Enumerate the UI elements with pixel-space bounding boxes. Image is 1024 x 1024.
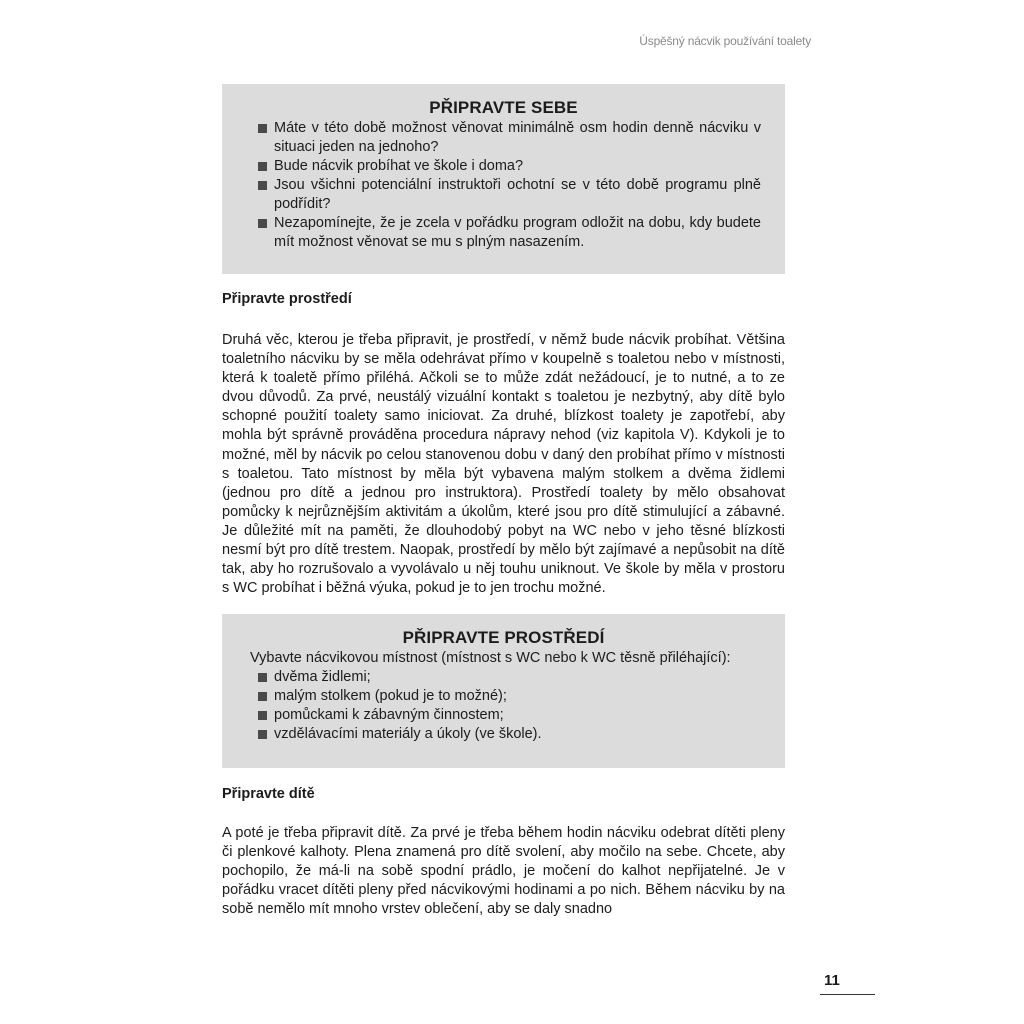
bullet-list <box>222 668 785 744</box>
square-bullet-icon <box>258 730 267 739</box>
box-title: PŘIPRAVTE SEBE <box>429 98 578 117</box>
bullet-list <box>222 119 785 252</box>
list-item: vzdělávacími materiály a úkoly (ve škole). <box>258 725 761 744</box>
prepare-yourself-box <box>222 84 785 274</box>
prepare-environment-box <box>222 614 785 768</box>
square-bullet-icon <box>258 711 267 720</box>
square-bullet-icon <box>258 692 267 701</box>
list-item: dvěma židlemi; <box>258 668 761 687</box>
section-heading-child: Připravte dítě <box>222 786 315 802</box>
list-item: Bude nácvik probíhat ve škole i doma? <box>258 157 761 176</box>
list-item: Jsou všichni potenciální instruktoři ochotní se v této době programu plně podřídit? <box>258 176 761 214</box>
paragraph-child: A poté je třeba připravit dítě. Za prvé je třeba během hodin nácviku odebrat dítěti pleny či plenkové kalhoty. Plena znamená pro dítě svolení, aby močilo na sebe. Chcete, aby pochopilo, že má-li na sobě spodní prádlo, je močení do kalhot nepřijatelné. Je v pořádku vracet dítěti pleny před nácvikovými hodinami a po nich. Během nácviku by na sobě nemělo mít mnoho vrstev oblečení, aby se daly snadno <box>222 825 785 918</box>
list-item: malým stolkem (pokud je to možné); <box>258 687 761 706</box>
square-bullet-icon <box>258 124 267 133</box>
square-bullet-icon <box>258 673 267 682</box>
square-bullet-icon <box>258 219 267 228</box>
paragraph-environment: Druhá věc, kterou je třeba připravit, je prostředí, v němž bude nácvik probíhat. Většina toaletního nácviku by se měla odehrávat přímo v koupelně s toaletou nebo v místnosti, která k toaletě přímo přiléhá. Ačkoli se to může zdát nežádoucí, je to nutné, a to ze dvou důvodů. Za prvé, neustálý vizuální kontakt s toaletou je nezbytný, aby dítě bylo schopné použití toalety samo iniciovat. Za druhé, blízkost toalety je zapotřebí, aby mohla být správně prováděna procedura nápravy nehod (viz kapitola V). Kdykoli je to možné, měl by nácvik po celou stanovenou dobu v daný den probíhat přímo v místnosti s toaletou. Tato místnost by měla být vybavena malým stolkem a dvěma židlemi (jednou pro dítě a jednou pro instruktora). Prostředí toalety by mělo obsahovat pomůcky k nejrůznějším aktivitám a úkolům, které jsou pro dítě stimulující a zábavné. Je důležité mít na paměti, že dlouhodobý pobyt na WC nebo v jeho těsné blízkosti nesmí být pro dítě trestem. Naopak, prostředí by mělo být zajímavé a nepůsobit na dítě tak, aby ho rozrušovalo a vyvolávalo u něj touhu uniknout. Ve škole by měla v prostoru s WC probíhat i běžná výuka, pokud je to jen trochu možné. <box>222 332 785 597</box>
square-bullet-icon <box>258 162 267 171</box>
list-item: Nezapomínejte, že je zcela v pořádku program odložit na dobu, kdy budete mít možnost věnovat se mu s plným nasazením. <box>258 214 761 252</box>
list-item: Máte v této době možnost věnovat minimálně osm hodin denně nácviku v situaci jeden na jednoho? <box>258 119 761 157</box>
page-number: 11 <box>824 972 840 989</box>
box-title: PŘIPRAVTE PROSTŘEDÍ <box>402 628 605 647</box>
page-number-rule <box>820 994 875 995</box>
section-heading-environment: Připravte prostředí <box>222 291 352 307</box>
square-bullet-icon <box>258 181 267 190</box>
running-head: Úspěšný nácvik používání toalety <box>639 34 811 48</box>
list-item: pomůckami k zábavným činnostem; <box>258 706 761 725</box>
box-intro: Vybavte nácvikovou místnost (místnost s WC nebo k WC těsně přiléhající): <box>250 650 731 666</box>
